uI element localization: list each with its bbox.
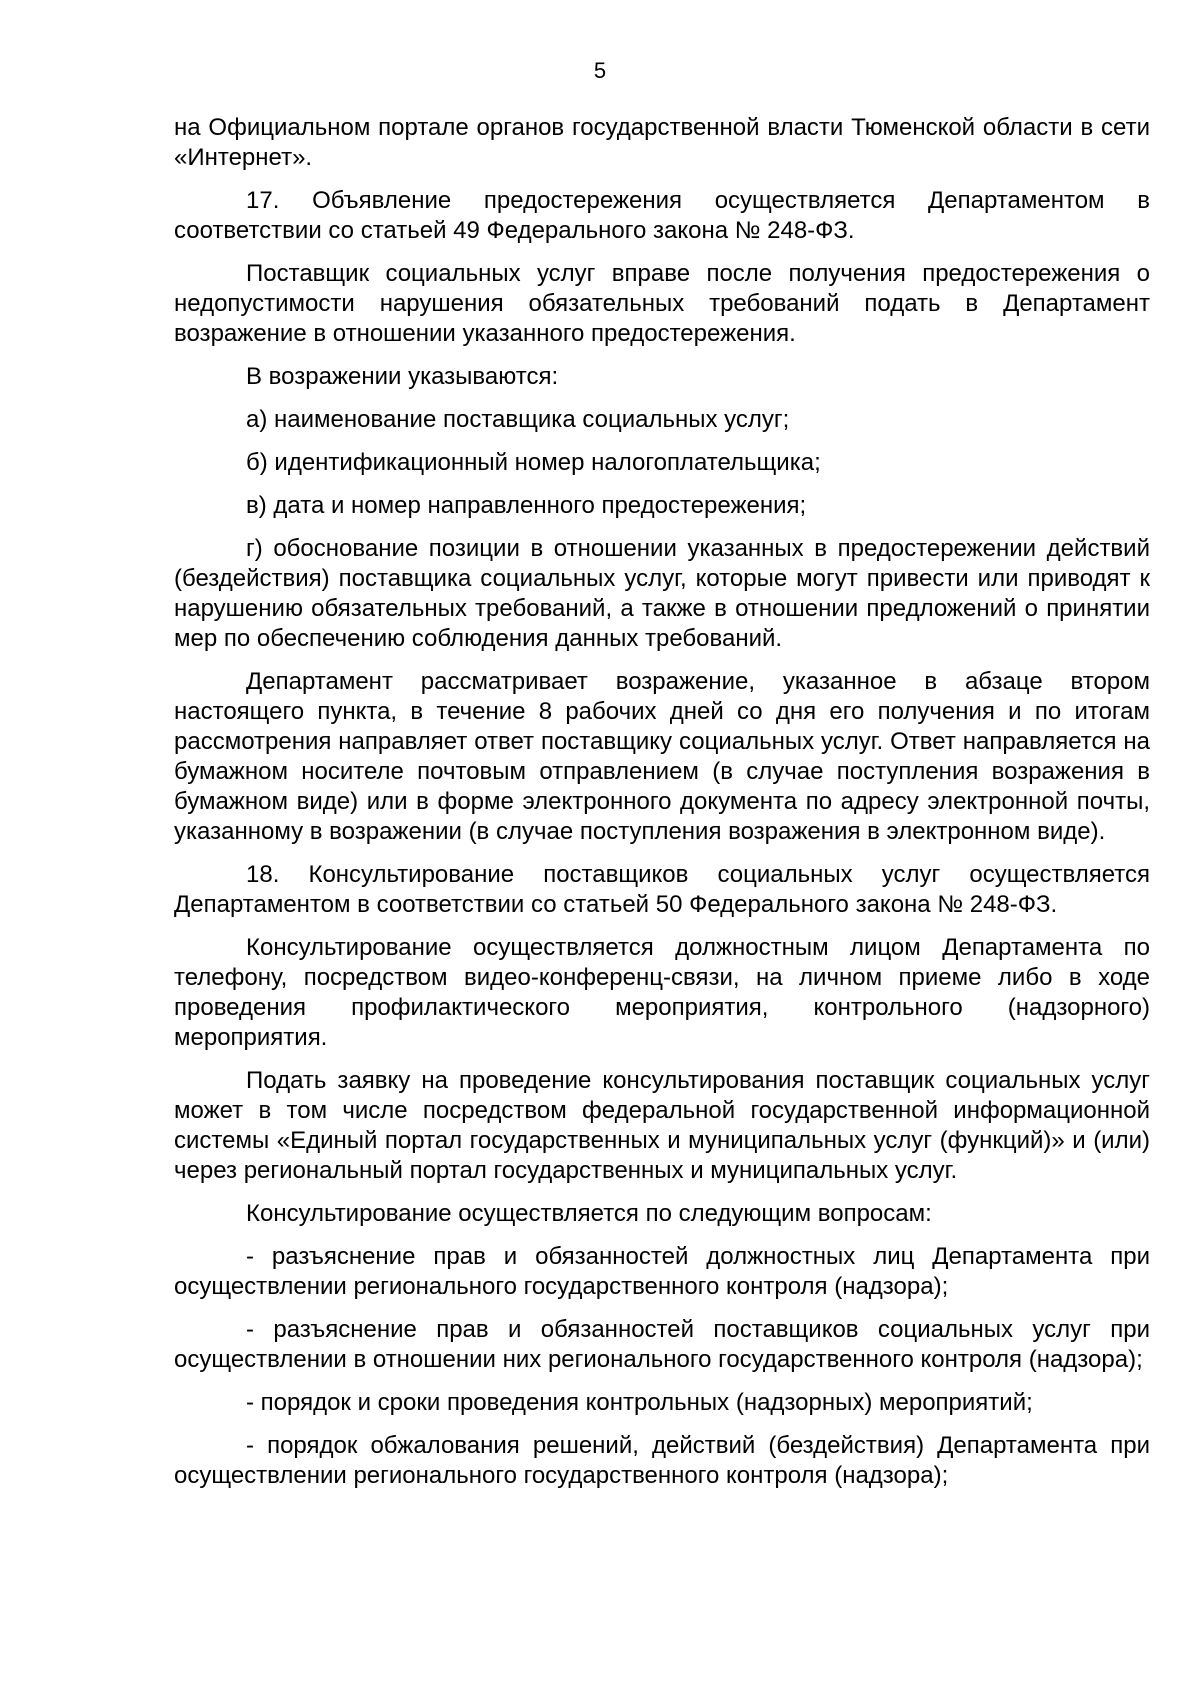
paragraph: Консультирование осуществляется по следующим вопросам: (246, 1200, 932, 1227)
document-body (174, 113, 1150, 1504)
paragraph: Консультирование осуществляется должностным лицом Департамента по телефону, посредством видео-конференц-связи, на личном приеме либо в ходе проведения профилактического мероприятия, контрольного (надзорного) мероприятия. (174, 934, 1150, 1051)
paragraph: 18. Консультирование поставщиков социальных услуг осуществляется Департаментом в соответствии со статьей 50 Федерального закона № 248-ФЗ. (174, 861, 1150, 918)
list-item: в) дата и номер направленного предостережения; (246, 492, 807, 519)
paragraph: В возражении указываются: (246, 363, 559, 390)
page-number: 5 (593, 58, 607, 83)
list-item: - порядок обжалования решений, действий (бездействия) Департамента при осуществлении регионального государственного контроля (надзора); (174, 1432, 1150, 1489)
paragraph: на Официальном портале органов государственной власти Тюменской области в сети «Интернет». (174, 114, 1150, 171)
paragraph: Департамент рассматривает возражение, указанное в абзаце втором настоящего пункта, в течение 8 рабочих дней со дня его получения и по итогам рассмотрения направляет ответ поставщику социальных услуг. Ответ направляется на бумажном носителе почтовым отправлением (в случае поступления возражения в бумажном виде) или в форме электронного документа по адресу электронной почты, указанному в возражении (в случае поступления возражения в электронном виде). (174, 668, 1150, 845)
list-item: а) наименование поставщика социальных услуг; (246, 406, 790, 433)
list-item: б) идентификационный номер налогоплательщика; (246, 449, 821, 476)
list-item: г) обоснование позиции в отношении указанных в предостережении действий (бездействия) поставщика социальных услуг, которые могут привести или приводят к нарушению обязательных требований, а также в отношении предложений о принятии мер по обеспечению соблюдения данных требований. (174, 535, 1150, 652)
paragraph: Поставщик социальных услуг вправе после получения предостережения о недопустимости нарушения обязательных требований подать в Департамент возражение в отношении указанного предостережения. (174, 260, 1150, 347)
list-item: - разъяснение прав и обязанностей должностных лиц Департамента при осуществлении регионального государственного контроля (надзора); (174, 1243, 1150, 1300)
paragraph: Подать заявку на проведение консультирования поставщик социальных услуг может в том числе посредством федеральной государственной информационной системы «Единый портал государственных и муниципальных услуг (функций)» и (или) через региональный портал государственных и муниципальных услуг. (174, 1067, 1150, 1184)
list-item: - разъяснение прав и обязанностей поставщиков социальных услуг при осуществлении в отношении них регионального государственного контроля (надзора); (174, 1316, 1150, 1373)
paragraph: 17. Объявление предостережения осуществляется Департаментом в соответствии со статьей 49 Федерального закона № 248-ФЗ. (174, 187, 1150, 244)
list-item: - порядок и сроки проведения контрольных (надзорных) мероприятий; (246, 1389, 1033, 1416)
